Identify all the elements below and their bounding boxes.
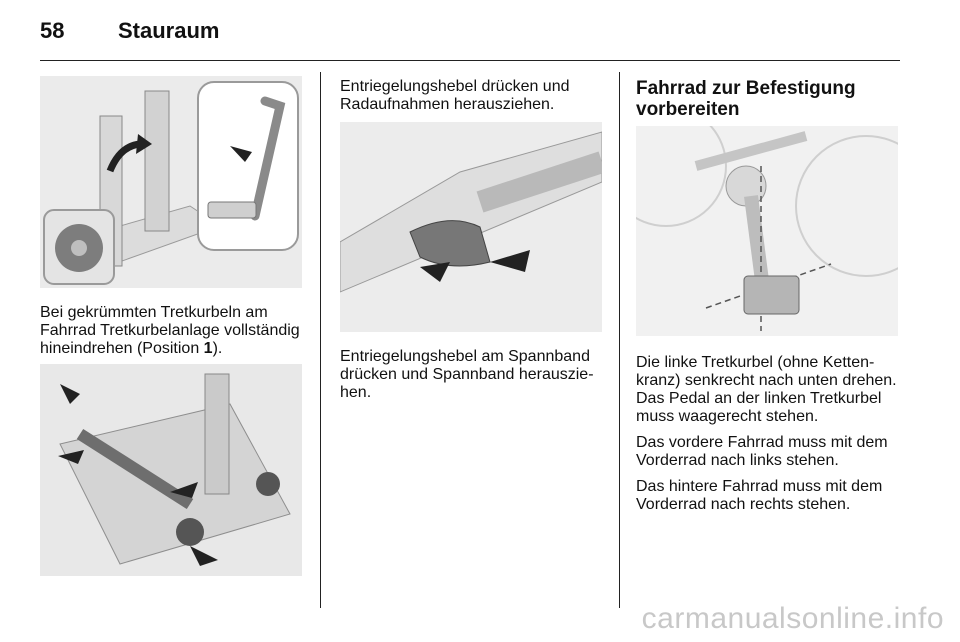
text-strap-release-line-1: Entriegelungshebel am Spannband <box>340 348 590 365</box>
caption-crank <box>40 304 315 358</box>
page-number: 58 <box>40 18 65 43</box>
instruction-rear-bike <box>636 478 911 514</box>
text-release-lever-line-2: Radaufnahmen herausziehen. <box>340 96 555 113</box>
figure-carrier-base <box>40 364 302 576</box>
section-heading-line-2: vorbereiten <box>636 99 740 120</box>
caption-crank-line-1: Bei gekrümmten Tretkurbeln am <box>40 304 268 321</box>
section-heading-line-1: Fahrrad zur Befestigung <box>636 78 856 99</box>
text-strap-release <box>340 348 610 402</box>
section-heading <box>636 78 906 120</box>
instructions <box>636 354 911 522</box>
instruction-rear-bike-line-1: Das hintere Fahrrad muss mit dem <box>636 478 883 495</box>
caption-crank-line-3 <box>40 340 315 358</box>
instruction-front-bike-line-2: Vorderrad nach links stehen. <box>636 452 839 469</box>
figure-wheel-holder <box>340 122 602 332</box>
text-strap-release-line-3: hen. <box>340 384 372 401</box>
instruction-crank-line-1: Die linke Tretkurbel (ohne Ketten- <box>636 354 875 371</box>
caption-crank-line-3-end: ). <box>212 340 223 357</box>
caption-crank-line-3-text: hineindrehen (Position <box>40 340 204 357</box>
instruction-crank-line-3: Das Pedal an der linken Tretkurbel <box>636 390 882 407</box>
instruction-crank-line-4: muss waagerecht stehen. <box>636 408 819 425</box>
watermark[interactable]: carmanualsonline.info <box>641 602 944 635</box>
instruction-rear-bike-line-2: Vorderrad nach rechts stehen. <box>636 496 851 513</box>
page-title: Stauraum <box>118 18 220 43</box>
text-release-lever <box>340 78 610 114</box>
header-rule <box>40 60 900 61</box>
instruction-front-bike <box>636 434 911 470</box>
column-divider-right <box>619 72 620 608</box>
instruction-crank-line-2: kranz) senkrecht nach unten drehen. <box>636 372 897 389</box>
text-release-lever-line-1: Entriegelungshebel drücken und <box>340 78 570 95</box>
figure-pedal-position <box>636 126 898 336</box>
text-strap-release-line-2: drücken und Spannband herauszie- <box>340 366 594 383</box>
instruction-crank <box>636 354 911 426</box>
column-divider-left <box>320 72 321 608</box>
figure-crank-adapter <box>40 76 302 288</box>
caption-crank-line-2: Fahrrad Tretkurbelanlage vollständig <box>40 322 300 339</box>
instruction-front-bike-line-1: Das vordere Fahrrad muss mit dem <box>636 434 888 451</box>
position-number: 1 <box>203 340 213 357</box>
